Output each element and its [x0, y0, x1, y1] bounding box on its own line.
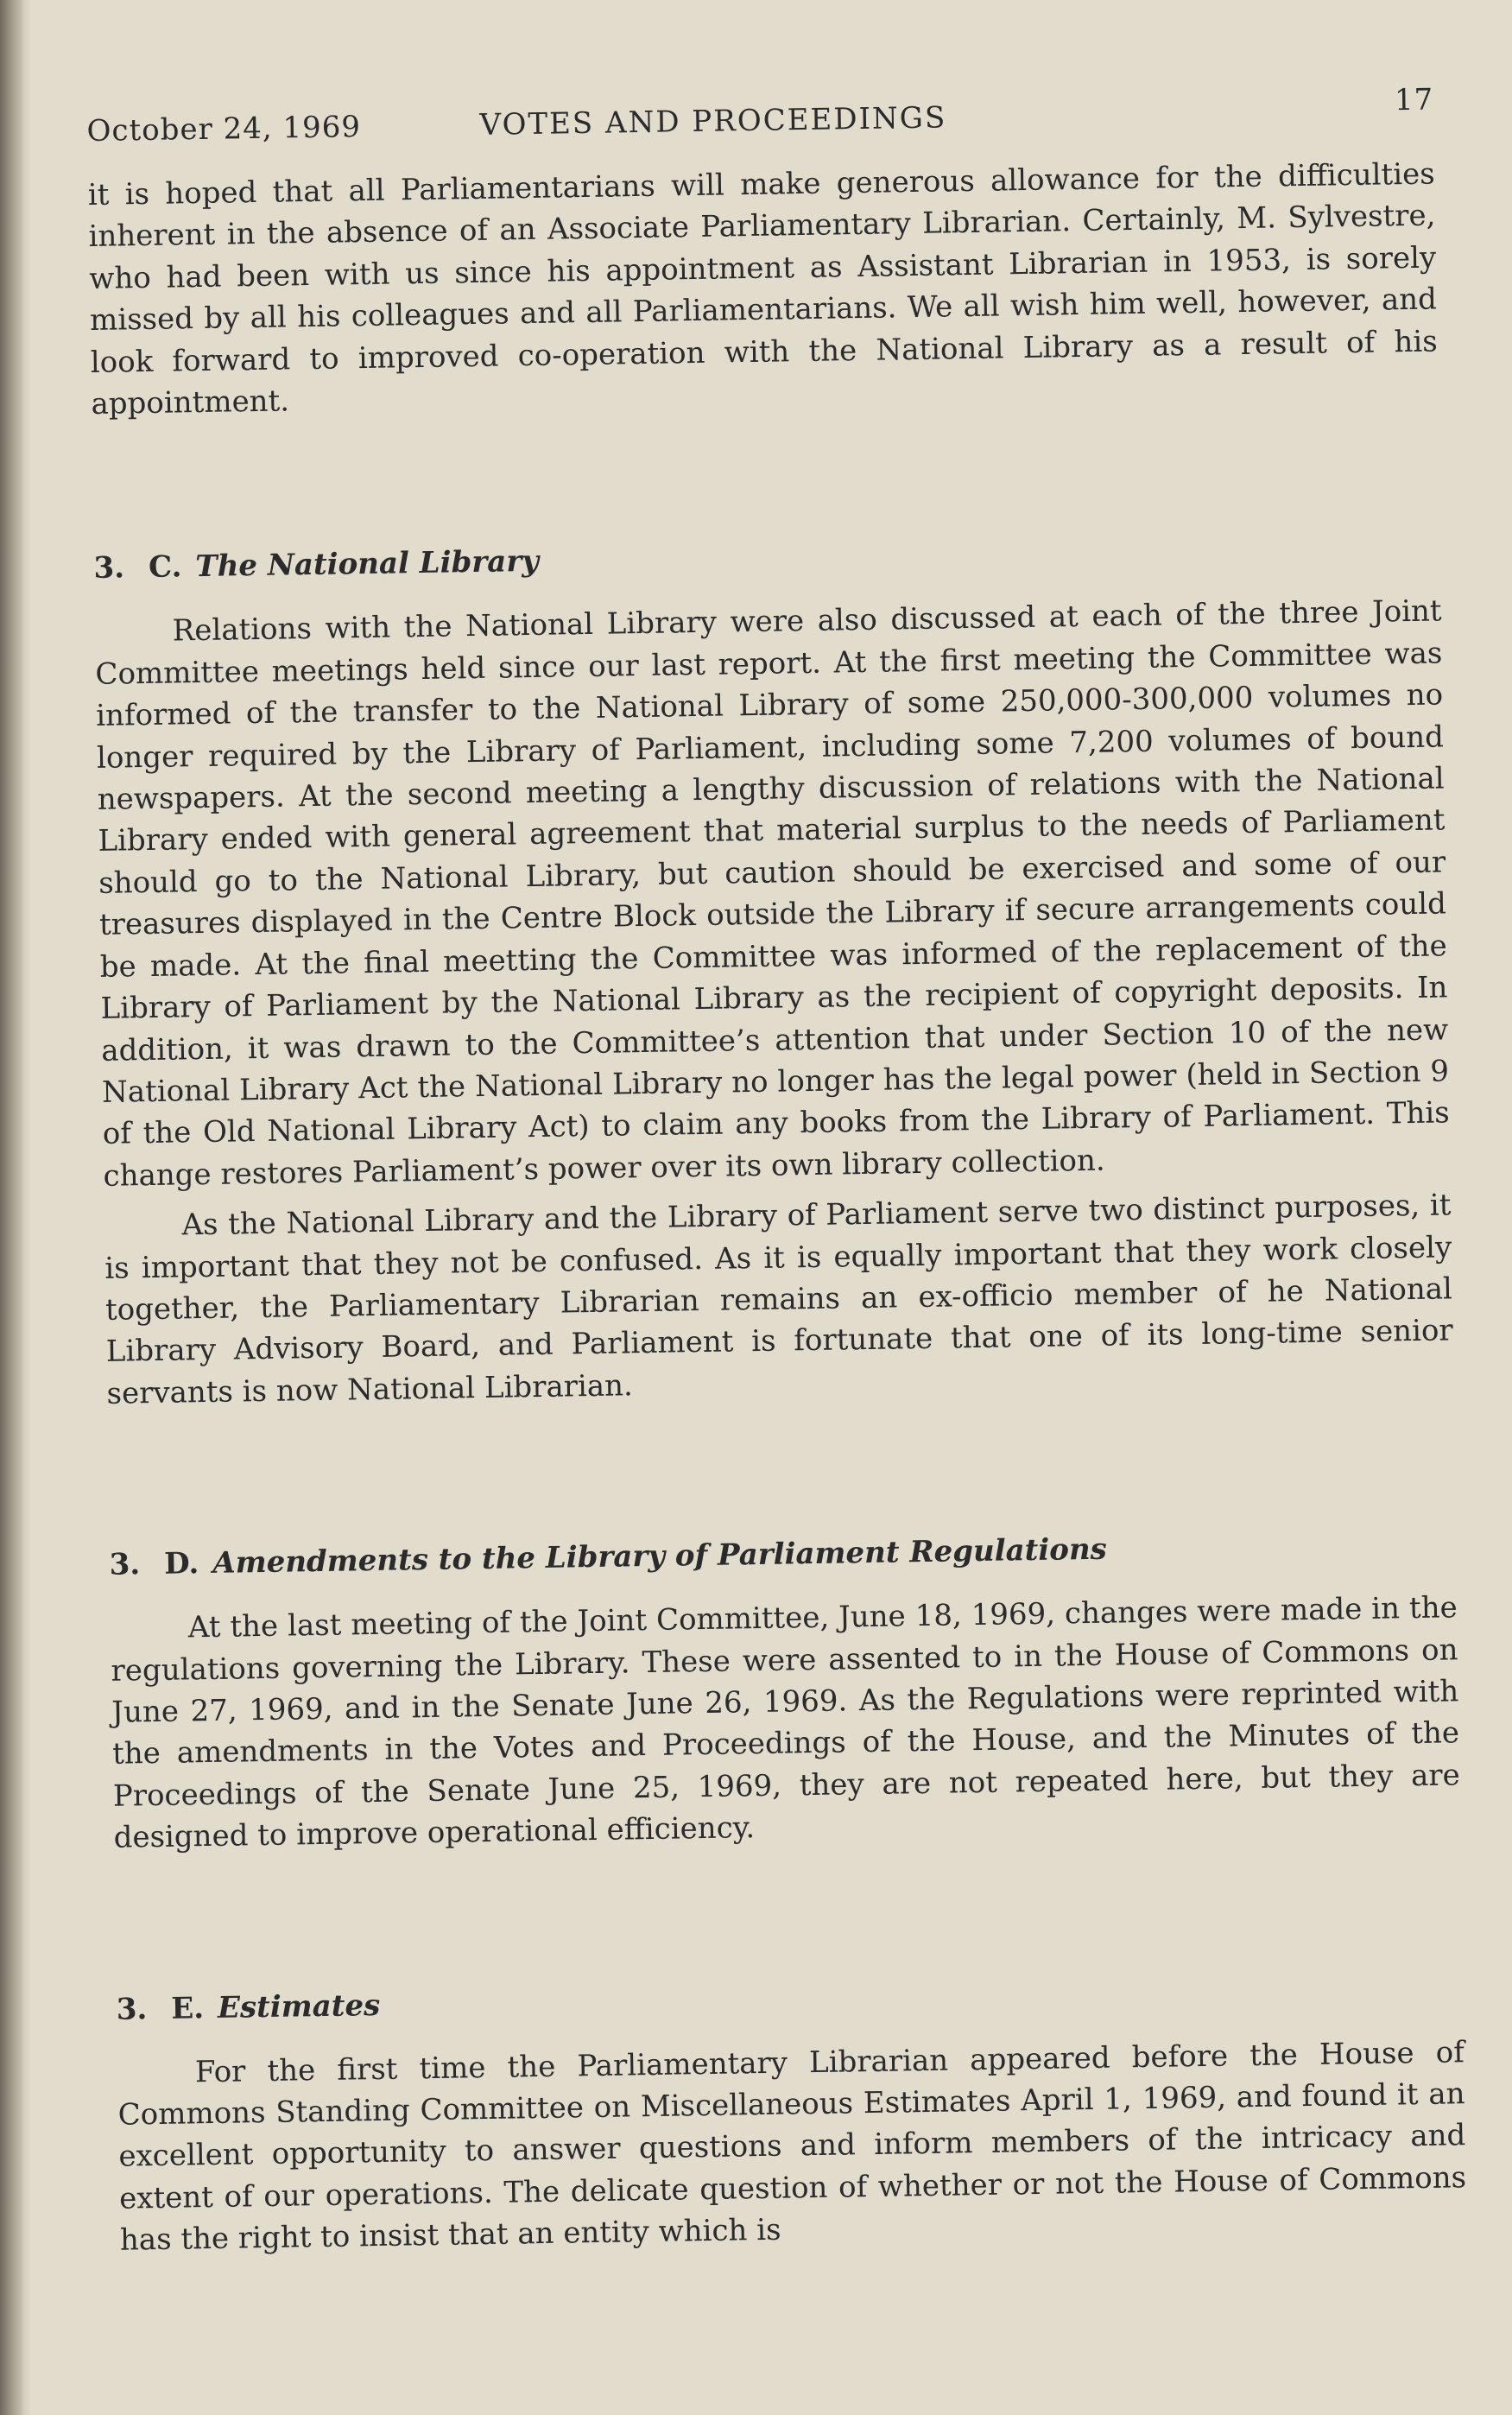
section-letter: D. [163, 1546, 199, 1581]
section-title: Estimates [217, 1987, 381, 2025]
header-title: VOTES AND PROCEEDINGS [479, 100, 947, 143]
section-number: 3. [116, 1991, 148, 2027]
section-title: Amendments to the Library of Parliament Regulations [212, 1531, 1108, 1581]
paragraph: Relations with the National Library were also discussed at each of the three Joint Committee meetings held since our last report. At the first meeting the Committee was informed of the transfer to the National Library of some 250,000-300,000 volumes no longer required by the Library of Parliament, including some 7,200 volumes of bound newspapers. At the second meeting a lengthy discussion of relations with the National Library ended with general agreement that material surplus to the needs of Parliament should go to the National Library, but caution should be exercised and some of our treasures displayed in the Centre Block outside the Library if secure arrangements could be made. At the final meetting the Committee was informed of the replacement of the Library of Parliament by the National Library as the recipient of copyright deposits. In addition, it was drawn to the Committee’s attention that under Section 10 of the new National Library Act the National Library no longer has the legal power (held in Section 9 of the Old National Library Act) to claim any books from the Library of Parliament. This change restores Parliament’s power over its own library collection. [95, 593, 1450, 1194]
document-page [86, 75, 1467, 2261]
section-number: 3. [93, 550, 125, 586]
section-letter: E. [170, 1990, 205, 2026]
section-national-library [93, 527, 1454, 1415]
section-estimates [116, 1968, 1467, 2261]
section-amendments [109, 1523, 1461, 1859]
paragraph: As the National Library and the Library of Parliament serve two distinct purposes, it is important that they not be confused. As it is equally important that they work closely together, the Parliamentary Librarian remains an ex-officio member of he National Library Advisory Board, and Parliament is fortunate that one of its long-time senior servants is now National Librarian. [104, 1188, 1453, 1411]
section-letter: C. [148, 549, 182, 586]
section-title: The National Library [195, 544, 540, 585]
paragraph: For the first time the Parliamentary Librarian appeared before the House of Commons Standing Committee on Miscellaneous Estimates April 1, 1969, and found it an excellent opportunity to answer questions and inform members of the intricacy and extent of our operations. The delicate question of whether or not the House of Commons has the right to insist that an entity which is [117, 2034, 1467, 2258]
header-date: October 24, 1969 [86, 110, 362, 149]
paragraph: At the last meeting of the Joint Committee, June 18, 1969, changes were made in the regulations governing the Library. These were assented to in the House of Commons on June 27, 1969, and in the Senate June 26, 1969. As the Regulations were reprinted with the amendments in the Votes and Proceedings of the House, and the Minutes of the Proceedings of the Senate June 25, 1969, they are not repeated here, but they are designed to improve operational efficiency. [111, 1590, 1461, 1855]
intro-paragraph: it is hoped that all Parliamentarians will make generous allowance for the difficulties inherent in the absence of an Associate Parliamentary Librarian. Certainly, M. Sylvestre, who had been with us since his appointment as Assistant Librarian in 1953, is sorely missed by all his colleagues and all Parliamentarians. We all wish him well, however, and look forward to improved co-operation with the National Library as a result of his appointment. [87, 156, 1438, 422]
page-gutter [22, 0, 31, 2415]
page-number: 17 [1394, 82, 1434, 118]
book-binding-shadow [0, 0, 22, 2415]
section-number: 3. [109, 1547, 141, 1582]
